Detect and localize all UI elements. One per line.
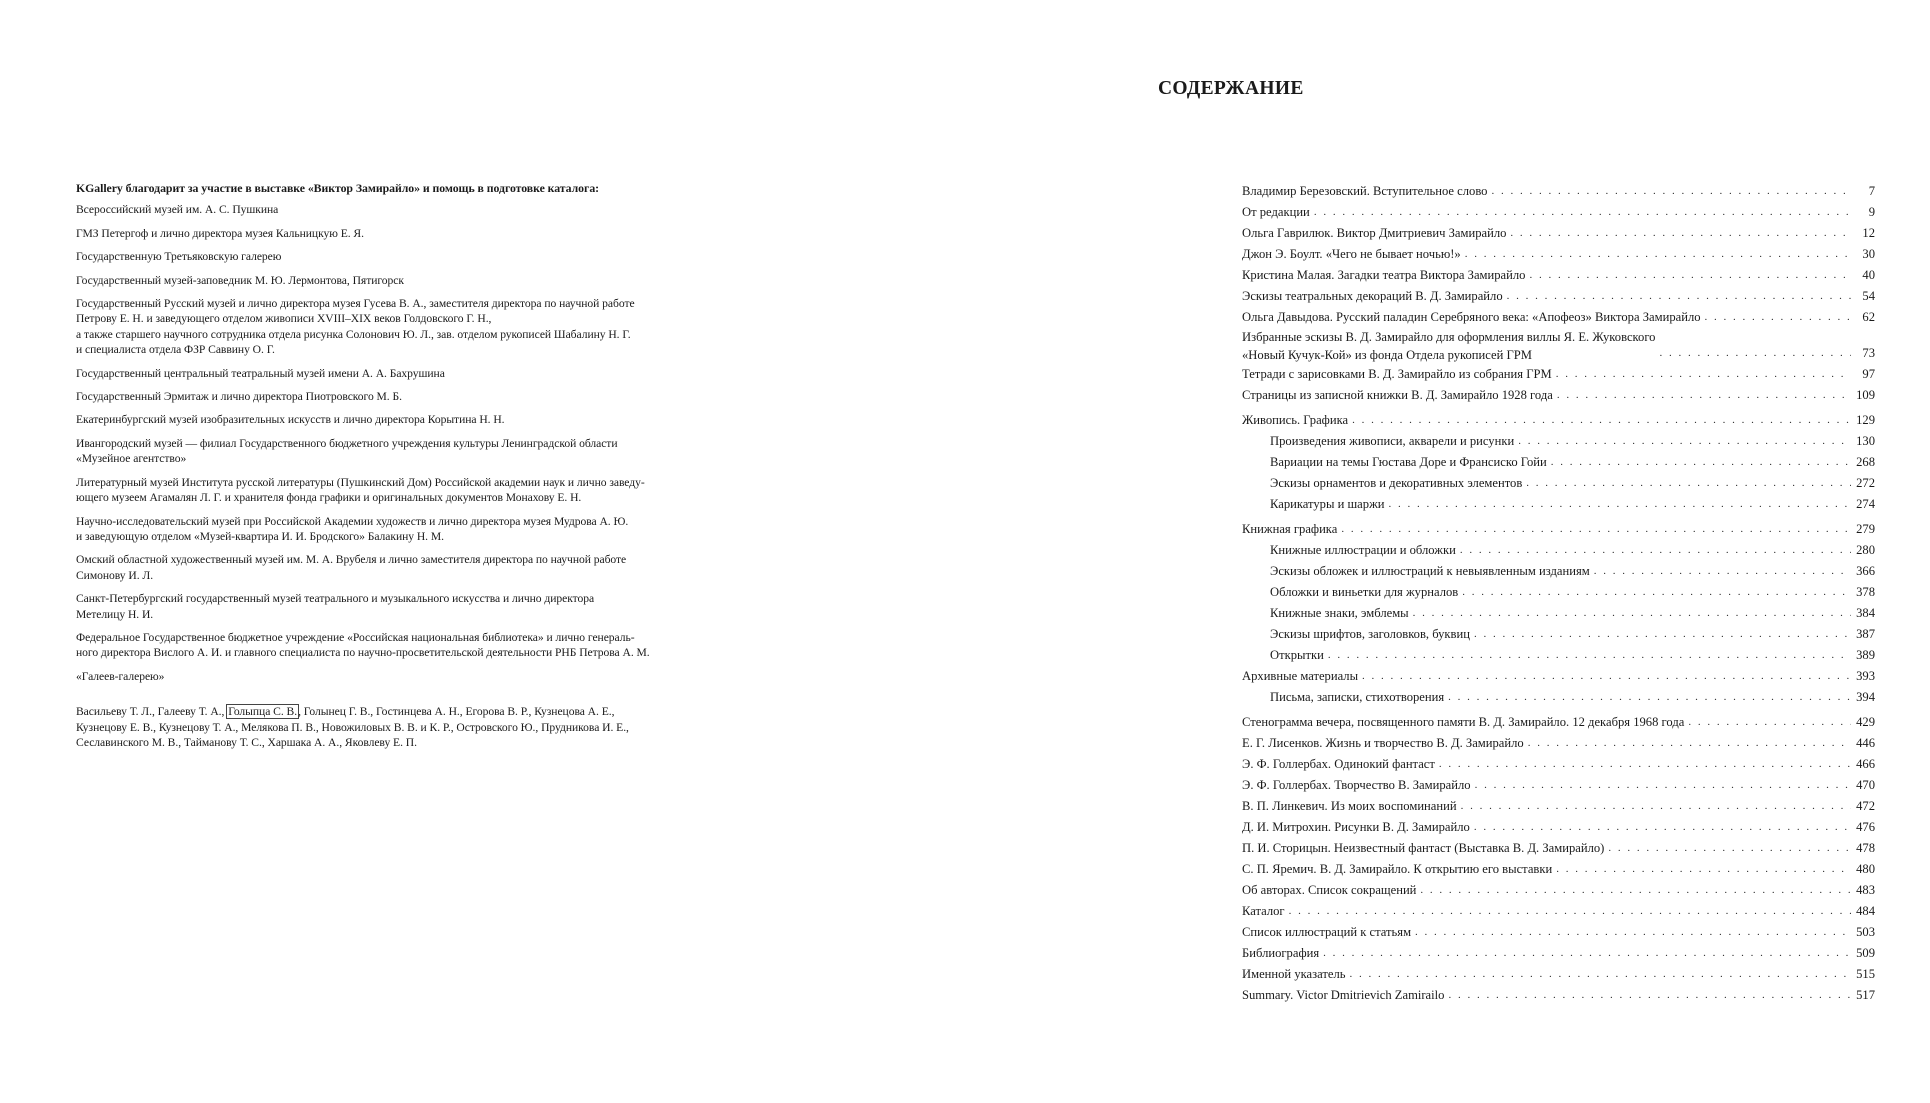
toc-entry-title: Произведения живописи, акварели и рисунки bbox=[1270, 434, 1515, 448]
toc-entry-title: Список иллюстраций к статьям bbox=[1242, 925, 1412, 939]
toc-entry[interactable] bbox=[1242, 385, 1875, 406]
toc-page-number: 279 bbox=[1856, 522, 1875, 536]
toc-page-number: 9 bbox=[1868, 205, 1875, 219]
toc-group bbox=[1242, 410, 1875, 515]
acknowledgement-item: Государственный музей-заповедник М. Ю. Лермонтова, Пятигорск bbox=[76, 273, 404, 287]
acknowledgements-heading: KGallery благодарит за участие в выставке «Виктор Замирайло» и помощь в подготовке каталога: bbox=[76, 181, 600, 195]
toc-entry[interactable] bbox=[1242, 624, 1875, 645]
toc-entry[interactable] bbox=[1242, 880, 1875, 901]
toc-entry[interactable] bbox=[1242, 540, 1875, 561]
toc-page-number: 515 bbox=[1856, 967, 1875, 981]
acknowledgement-item: Государственный центральный театральный музей имени А. А. Бахрушина bbox=[76, 366, 445, 380]
toc-group bbox=[1242, 519, 1875, 708]
toc-entry[interactable] bbox=[1242, 943, 1875, 964]
dot-leader bbox=[1551, 452, 1851, 473]
names-after: , Голынец Г. В., Гостинцева А. Н., Егорова В. Р., Кузнецова А. Е., Кузнецову Е. В., Кузнецову Т. А., Мелякова П. В., Новожиловых В. В. и К. Р., Островского Ю., Прудникова И. Е., Сеславинского М. В., Тайманову Т. С., Харшака А. А., Яковлеву Е. П. bbox=[76, 705, 629, 749]
dot-leader bbox=[1474, 817, 1851, 838]
toc-entry-title: Е. Г. Лисенков. Жизнь и творчество В. Д. Замирайло bbox=[1242, 736, 1524, 750]
dot-leader bbox=[1474, 624, 1851, 645]
toc-entry[interactable] bbox=[1242, 431, 1875, 452]
toc-entry[interactable] bbox=[1242, 519, 1875, 540]
dot-leader bbox=[1350, 964, 1852, 985]
toc-entry-title: Кристина Малая. Загадки театра Виктора Замирайло bbox=[1242, 268, 1526, 282]
toc-entry-title: П. И. Сторицын. Неизвестный фантаст (Выставка В. Д. Замирайло) bbox=[1242, 841, 1605, 855]
toc-entry[interactable] bbox=[1242, 603, 1875, 624]
toc-entry-title: Ольга Давыдова. Русский паладин Серебряного века: «Апофеоз» Виктора Замирайло bbox=[1242, 310, 1701, 324]
toc-entry[interactable] bbox=[1242, 244, 1875, 265]
toc-entry-title: Библиография bbox=[1242, 946, 1320, 960]
dot-leader bbox=[1556, 364, 1851, 385]
dot-leader bbox=[1460, 540, 1851, 561]
acknowledgement-item: Санкт-Петербургский государственный музей театрального и музыкального искусства и лично директора Метелицу Н. И. bbox=[76, 592, 595, 621]
toc-entry[interactable] bbox=[1242, 452, 1875, 473]
toc-page-number: 378 bbox=[1856, 585, 1875, 599]
toc-entry[interactable] bbox=[1242, 202, 1875, 223]
toc-page-number: 503 bbox=[1856, 925, 1875, 939]
dot-leader bbox=[1439, 754, 1851, 775]
toc-page-number: 387 bbox=[1856, 627, 1875, 641]
toc-entry-title: Открытки bbox=[1270, 648, 1324, 662]
toc-page-number: 476 bbox=[1856, 820, 1875, 834]
acknowledgements-list bbox=[76, 202, 716, 684]
dot-leader bbox=[1328, 645, 1851, 666]
dot-leader bbox=[1526, 473, 1851, 494]
toc-entry-title: Книжная графика bbox=[1242, 522, 1338, 536]
acknowledgement-item: Научно-исследовательский музей при Российской Академии художеств и лично директора музея Мудрова А. Ю. и заведующую отделом «Музей-квартира И. И. Бродского» Балакину Н. М. bbox=[76, 514, 629, 543]
toc-entry-title: Именной указатель bbox=[1242, 967, 1346, 981]
toc-page-number: 389 bbox=[1856, 648, 1875, 662]
toc-entry-title: Эскизы обложек и иллюстраций к невыявленным изданиям bbox=[1270, 564, 1590, 578]
toc-page-number: 470 bbox=[1856, 778, 1875, 792]
toc-entry-title: Письма, записки, стихотворения bbox=[1270, 690, 1445, 704]
toc-entry[interactable] bbox=[1242, 328, 1875, 364]
toc-entry[interactable] bbox=[1242, 645, 1875, 666]
boxed-name[interactable]: Голыпца С. В. bbox=[228, 705, 298, 719]
toc-page-number: 54 bbox=[1862, 289, 1875, 303]
toc-page-number: 280 bbox=[1856, 543, 1875, 557]
toc-entry-title: Эскизы орнаментов и декоративных элементов bbox=[1270, 476, 1523, 490]
toc-entry-title: Об авторах. Список сокращений bbox=[1242, 883, 1417, 897]
dot-leader bbox=[1510, 223, 1851, 244]
dot-leader bbox=[1608, 838, 1851, 859]
toc-entry[interactable] bbox=[1242, 775, 1875, 796]
toc-entry-title: В. П. Линкевич. Из моих воспоминаний bbox=[1242, 799, 1457, 813]
toc-page-number: 483 bbox=[1856, 883, 1875, 897]
toc-page-number: 446 bbox=[1856, 736, 1875, 750]
toc-entry[interactable] bbox=[1242, 712, 1875, 733]
toc-entry[interactable] bbox=[1242, 494, 1875, 515]
toc-entry[interactable] bbox=[1242, 307, 1875, 328]
toc-entry[interactable] bbox=[1242, 859, 1875, 880]
toc-entry[interactable] bbox=[1242, 410, 1875, 431]
toc-entry-title: Книжные знаки, эмблемы bbox=[1270, 606, 1409, 620]
toc-entry[interactable] bbox=[1242, 223, 1875, 244]
toc-page-number: 268 bbox=[1856, 455, 1875, 469]
toc-entry[interactable] bbox=[1242, 666, 1875, 687]
dot-leader bbox=[1413, 603, 1851, 624]
toc-page-number: 466 bbox=[1856, 757, 1875, 771]
toc-entry[interactable] bbox=[1242, 561, 1875, 582]
dot-leader bbox=[1314, 202, 1851, 223]
acknowledgement-item: ГМЗ Петергоф и лично директора музея Кальницкую Е. Я. bbox=[76, 226, 364, 240]
toc-entry[interactable] bbox=[1242, 838, 1875, 859]
toc-entry[interactable] bbox=[1242, 964, 1875, 985]
dot-leader bbox=[1389, 494, 1851, 515]
acknowledgement-item: Литературный музей Института русской литературы (Пушкинский Дом) Российской академии наук и лично заведу- ющего музеем Агамалян Л. Г. и хранителя фонда графики и оригинальных документов Монахову Е. Н. bbox=[76, 475, 645, 505]
acknowledgement-item: Федеральное Государственное бюджетное учреждение «Российская национальная библиотека» и лично генераль- ного директора Вислого А. И. и главного специалиста по научно-просветительской деятельности РНБ Петрова А. М. bbox=[76, 630, 650, 660]
toc-entry-title: Обложки и виньетки для журналов bbox=[1270, 585, 1459, 599]
toc-entry-title: Ольга Гаврилюк. Виктор Дмитриевич Замирайло bbox=[1242, 226, 1507, 240]
dot-leader bbox=[1491, 181, 1851, 202]
dot-leader bbox=[1462, 582, 1851, 603]
acknowledgements-page bbox=[76, 181, 716, 762]
toc-entry-title: Страницы из записной книжки В. Д. Замирайло 1928 года bbox=[1242, 388, 1553, 402]
acknowledgements-names bbox=[76, 704, 716, 750]
toc-entry-title: С. П. Яремич. В. Д. Замирайло. К открытию его выставки bbox=[1242, 862, 1553, 876]
toc-entry[interactable] bbox=[1242, 817, 1875, 838]
toc-entry-title: Эскизы шрифтов, заголовков, буквиц bbox=[1270, 627, 1470, 641]
toc-entry[interactable] bbox=[1242, 181, 1875, 202]
toc-page-number: 429 bbox=[1856, 715, 1875, 729]
dot-leader bbox=[1556, 859, 1851, 880]
dot-leader bbox=[1528, 733, 1851, 754]
acknowledgement-item: Государственный Русский музей и лично директора музея Гусева В. А., заместителя директора по научной работе Петрову Е. Н. и заведующего отделом живописи XVIII–XIX веков Голдовского Г. Н., а также старшего научного сотрудника отдела рисунка Солонович Ю. Л., зав. отделом рукописей Шабалину Н. Г. и специалиста отдела ФЗР Саввину О. Г. bbox=[76, 297, 635, 357]
toc-entry[interactable] bbox=[1242, 901, 1875, 922]
toc-entry-title: Владимир Березовский. Вступительное слово bbox=[1242, 184, 1488, 198]
toc-page-number: 97 bbox=[1862, 367, 1875, 381]
acknowledgement-item: Государственную Третьяковскую галерею bbox=[76, 250, 282, 264]
dot-leader bbox=[1352, 410, 1851, 431]
toc-page-number: 129 bbox=[1856, 413, 1875, 427]
toc-entry-title: Джон Э. Боулт. «Чего не бывает ночью!» bbox=[1242, 247, 1461, 261]
toc-entry-title: Каталог bbox=[1242, 904, 1285, 918]
dot-leader bbox=[1461, 796, 1851, 817]
toc-page-number: 73 bbox=[1862, 346, 1875, 360]
toc-entry-title: Тетради с зарисовками В. Д. Замирайло из собрания ГРМ bbox=[1242, 367, 1552, 381]
toc-title: СОДЕРЖАНИЕ bbox=[1158, 78, 1304, 99]
toc-page-number: 12 bbox=[1862, 226, 1875, 240]
dot-leader bbox=[1659, 343, 1851, 364]
toc-entry-title: Книжные иллюстрации и обложки bbox=[1270, 543, 1456, 557]
toc-entry-title: От редакции bbox=[1242, 205, 1310, 219]
table-of-contents bbox=[1242, 181, 1875, 1010]
names-before: Васильеву Т. Л., Галееву Т. А., bbox=[76, 705, 228, 719]
toc-entry[interactable] bbox=[1242, 582, 1875, 603]
toc-entry[interactable] bbox=[1242, 473, 1875, 494]
toc-entry-title: Summary. Victor Dmitrievich Zamirailo bbox=[1242, 988, 1445, 1002]
toc-page-number: 478 bbox=[1856, 841, 1875, 855]
toc-entry[interactable] bbox=[1242, 364, 1875, 385]
toc-page-number: 272 bbox=[1856, 476, 1875, 490]
toc-page-number: 130 bbox=[1856, 434, 1875, 448]
toc-page-number: 274 bbox=[1856, 497, 1875, 511]
toc-page-number: 384 bbox=[1856, 606, 1875, 620]
toc-entry[interactable] bbox=[1242, 796, 1875, 817]
toc-entry-title: Вариации на темы Гюстава Доре и Франсиско Гойи bbox=[1270, 455, 1547, 469]
dot-leader bbox=[1323, 943, 1851, 964]
toc-page-number: 484 bbox=[1856, 904, 1875, 918]
acknowledgement-item: Омский областной художественный музей им. М. А. Врубеля и лично заместителя директора по научной работе Симонову И. Л. bbox=[76, 553, 627, 582]
toc-page-number: 480 bbox=[1856, 862, 1875, 876]
dot-leader bbox=[1518, 431, 1851, 452]
toc-page-number: 7 bbox=[1868, 184, 1875, 198]
toc-group bbox=[1242, 712, 1875, 1006]
toc-page-number: 509 bbox=[1856, 946, 1875, 960]
toc-page-number: 394 bbox=[1856, 690, 1875, 704]
acknowledgement-item: Всероссийский музей им. А. С. Пушкина bbox=[76, 203, 279, 217]
toc-entry[interactable] bbox=[1242, 754, 1875, 775]
toc-group bbox=[1242, 181, 1875, 406]
dot-leader bbox=[1594, 561, 1851, 582]
toc-entry-title: Эскизы театральных декораций В. Д. Замирайло bbox=[1242, 289, 1503, 303]
toc-entry-title: Архивные материалы bbox=[1242, 669, 1359, 683]
dot-leader bbox=[1415, 922, 1851, 943]
toc-entry-title: Э. Ф. Голлербах. Творчество В. Замирайло bbox=[1242, 778, 1471, 792]
dot-leader bbox=[1289, 901, 1851, 922]
toc-page-number: 366 bbox=[1856, 564, 1875, 578]
toc-entry[interactable] bbox=[1242, 922, 1875, 943]
toc-entry[interactable] bbox=[1242, 687, 1875, 708]
toc-page-number: 40 bbox=[1862, 268, 1875, 282]
toc-page-number: 393 bbox=[1856, 669, 1875, 683]
dot-leader bbox=[1362, 666, 1851, 687]
acknowledgement-item: Государственный Эрмитаж и лично директора Пиотровского М. Б. bbox=[76, 390, 402, 404]
toc-entry[interactable] bbox=[1242, 265, 1875, 286]
acknowledgement-item: Екатеринбургский музей изобразительных искусств и лично директора Корытина Н. Н. bbox=[76, 413, 505, 427]
toc-page-number: 517 bbox=[1856, 988, 1875, 1002]
dot-leader bbox=[1448, 687, 1851, 708]
toc-entry-title: Избранные эскизы В. Д. Замирайло для оформления виллы Я. Е. Жуковского «Новый Кучук-Кой» из фонда Отдела рукописей ГРМ bbox=[1242, 330, 1656, 362]
dot-leader bbox=[1705, 307, 1851, 328]
toc-entry[interactable] bbox=[1242, 733, 1875, 754]
dot-leader bbox=[1529, 265, 1851, 286]
dot-leader bbox=[1557, 385, 1851, 406]
toc-page-number: 109 bbox=[1856, 388, 1875, 402]
toc-entry-title: Стенограмма вечера, посвященного памяти В. Д. Замирайло. 12 декабря 1968 года bbox=[1242, 715, 1685, 729]
dot-leader bbox=[1420, 880, 1851, 901]
toc-entry-title: Карикатуры и шаржи bbox=[1270, 497, 1385, 511]
toc-entry[interactable] bbox=[1242, 286, 1875, 307]
dot-leader bbox=[1475, 775, 1851, 796]
toc-entry-title: Д. И. Митрохин. Рисунки В. Д. Замирайло bbox=[1242, 820, 1470, 834]
dot-leader bbox=[1507, 286, 1851, 307]
toc-page-number: 472 bbox=[1856, 799, 1875, 813]
dot-leader bbox=[1688, 712, 1851, 733]
toc-page-number: 62 bbox=[1862, 310, 1875, 324]
dot-leader bbox=[1465, 244, 1851, 265]
toc-entry[interactable] bbox=[1242, 985, 1875, 1006]
toc-page-number: 30 bbox=[1862, 247, 1875, 261]
toc-entry-title: Э. Ф. Голлербах. Одинокий фантаст bbox=[1242, 757, 1435, 771]
acknowledgement-item: Ивангородский музей — филиал Государственного бюджетного учреждения культуры Ленинградской области «Музейное агентство» bbox=[76, 436, 618, 466]
acknowledgement-item: «Галеев-галерею» bbox=[76, 669, 165, 683]
dot-leader bbox=[1448, 985, 1851, 1006]
toc-entry-title: Живопись. Графика bbox=[1242, 413, 1349, 427]
dot-leader bbox=[1341, 519, 1851, 540]
